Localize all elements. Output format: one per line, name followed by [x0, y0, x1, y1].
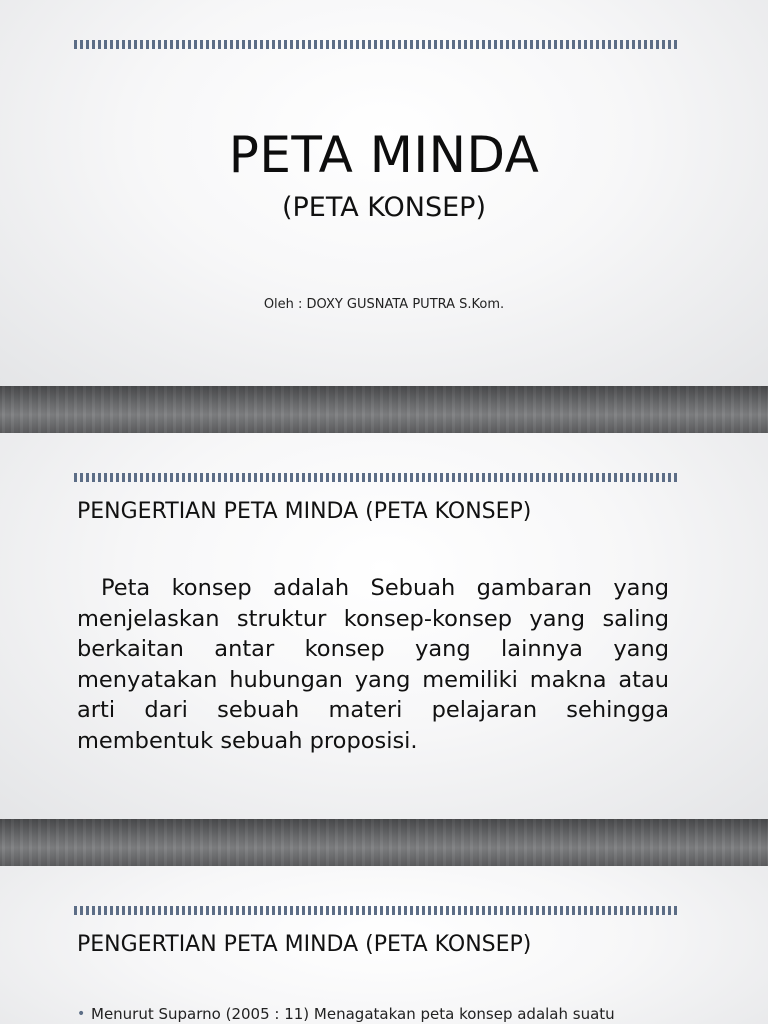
slide-subtitle: (PETA KONSEP): [281, 192, 487, 223]
decorative-stripe: [74, 906, 677, 915]
slide-heading: PENGERTIAN PETA MINDA (PETA KONSEP): [77, 932, 532, 957]
slide-1-title[interactable]: [0, 0, 768, 386]
decorative-stripe: [74, 473, 677, 482]
slide-separator: [0, 819, 768, 867]
slide-heading: PENGERTIAN PETA MINDA (PETA KONSEP): [77, 499, 532, 524]
bullet-item: [77, 1003, 669, 1024]
author-line: Oleh : DOXY GUSNATA PUTRA S.Kom.: [263, 297, 505, 312]
slide-2-definition[interactable]: [0, 433, 768, 819]
decorative-stripe: [74, 40, 677, 49]
bullet-icon: •: [77, 1006, 86, 1022]
bullet-text: Menurut Suparno (2005 : 11) Menagatakan peta konsep adalah suatu: [91, 1005, 615, 1023]
slide-3-definition[interactable]: [0, 866, 768, 1024]
slide-separator: [0, 386, 768, 434]
bullet-list: [77, 1003, 669, 1024]
slide-title: PETA MINDA: [228, 126, 540, 184]
slide-body-text: Peta konsep adalah Sebuah gambaran yang menjelaskan struktur konsep-konsep yang saling berkaitan antar konsep yang lainnya yang menyatakan hubungan yang memiliki makna atau arti dari sebuah materi pelajaran sehingga membentuk sebuah proposisi.: [77, 575, 669, 754]
